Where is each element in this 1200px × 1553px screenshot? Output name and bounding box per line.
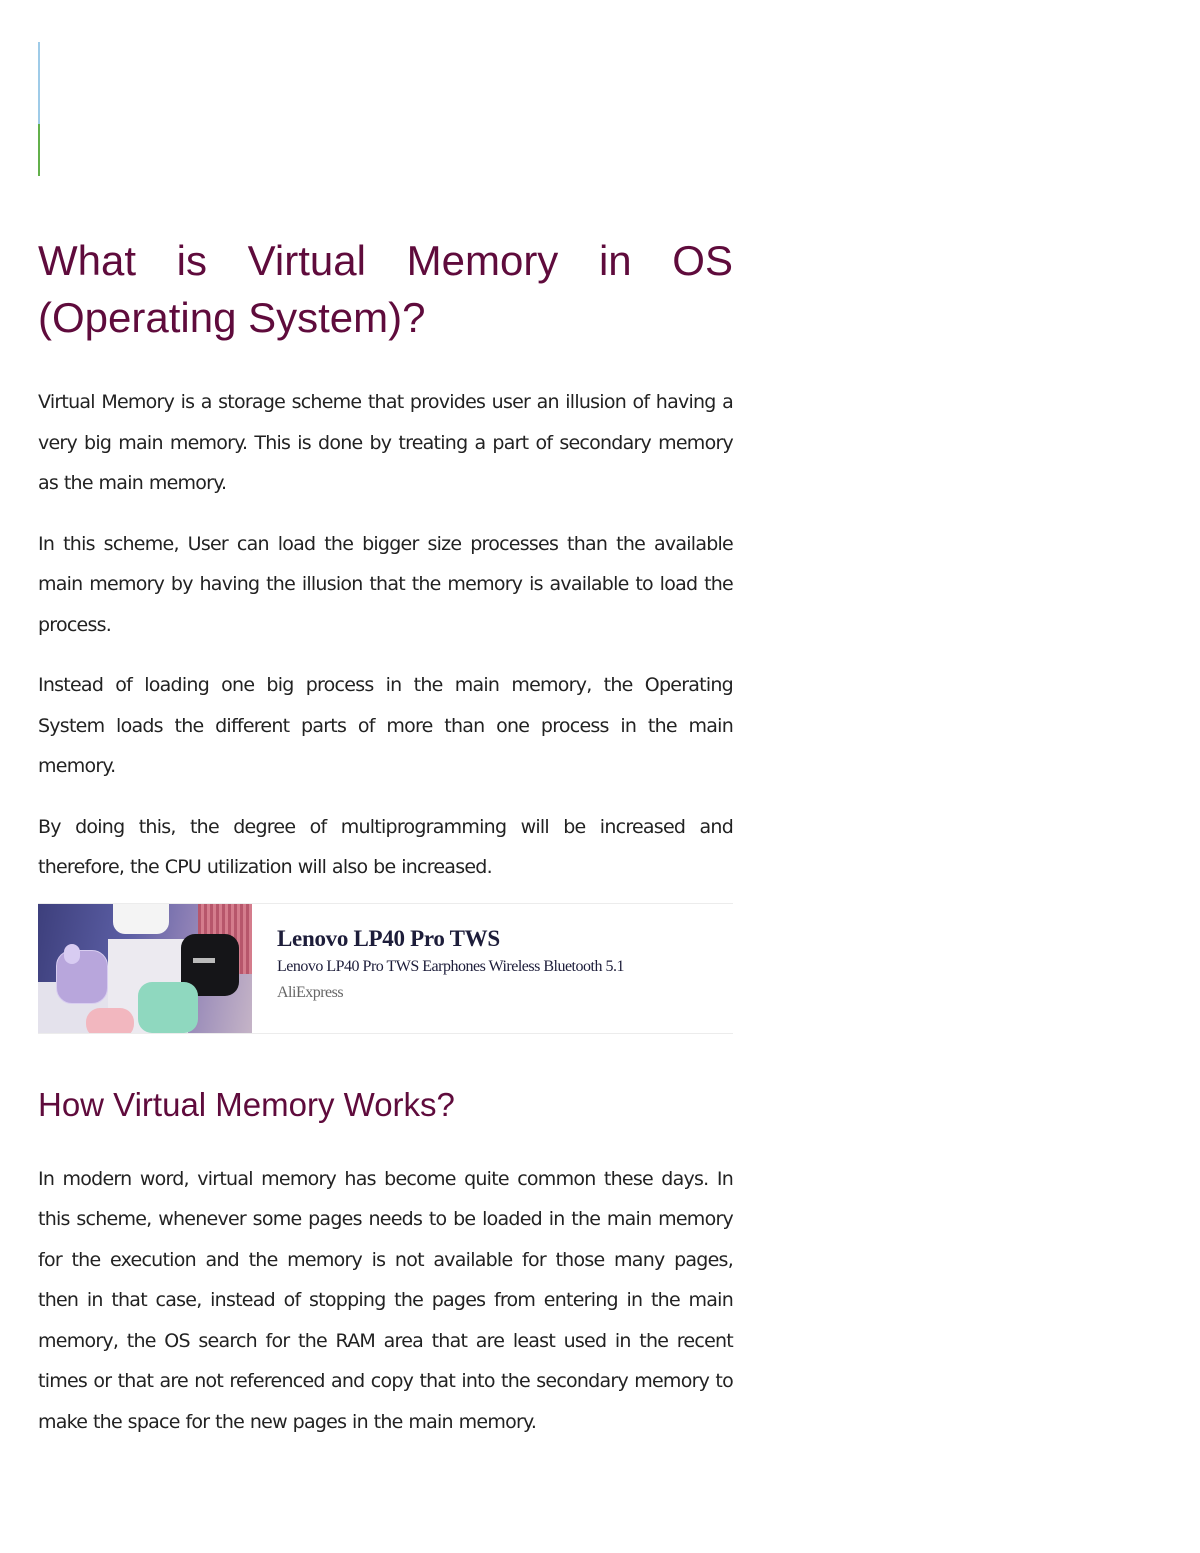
section-paragraph: In modern word, virtual memory has become quite common these days. In this scheme, whenever some pages needs to be loaded in the main memory for the execution and the memory is not available for those many pages, then in that case, instead of stopping the pages from entering in the main memory, the OS search for the RAM area that are least used in the recent times or that are not referenced and copy that into the secondary memory to make the space for the new pages in the main memory. bbox=[38, 1167, 733, 1433]
ad-description: Lenovo LP40 Pro TWS Earphones Wireless Bluetooth 5.1 bbox=[277, 957, 624, 975]
page-title: What is Virtual Memory in OS (Operating System)? bbox=[38, 237, 733, 341]
paragraph-2: In this scheme, User can load the bigger size processes than the available main memory by having the illusion that the memory is available to load the process. bbox=[38, 532, 733, 636]
ad-source: AliExpress bbox=[277, 983, 344, 1001]
accent-bar-green bbox=[38, 124, 40, 176]
ad-title[interactable]: Lenovo LP40 Pro TWS bbox=[277, 925, 500, 951]
paragraph-3: Instead of loading one big process in the main memory, the Operating System loads the different parts of more than one process in the main memory. bbox=[38, 674, 733, 777]
ad-text[interactable] bbox=[252, 904, 624, 1033]
accent-bar-blue bbox=[38, 42, 40, 124]
earbuds-product-image[interactable] bbox=[38, 904, 252, 1033]
paragraph-4: By doing this, the degree of multiprogramming will be increased and therefore, the CPU utilization will also be increased. bbox=[38, 815, 733, 878]
section-heading: How Virtual Memory Works? bbox=[38, 1085, 455, 1123]
article-content bbox=[38, 232, 733, 1442]
paragraph-1: Virtual Memory is a storage scheme that provides user an illusion of having a very big main memory. This is done by treating a part of secondary memory as the main memory. bbox=[38, 391, 733, 494]
ad-banner[interactable] bbox=[38, 903, 733, 1034]
